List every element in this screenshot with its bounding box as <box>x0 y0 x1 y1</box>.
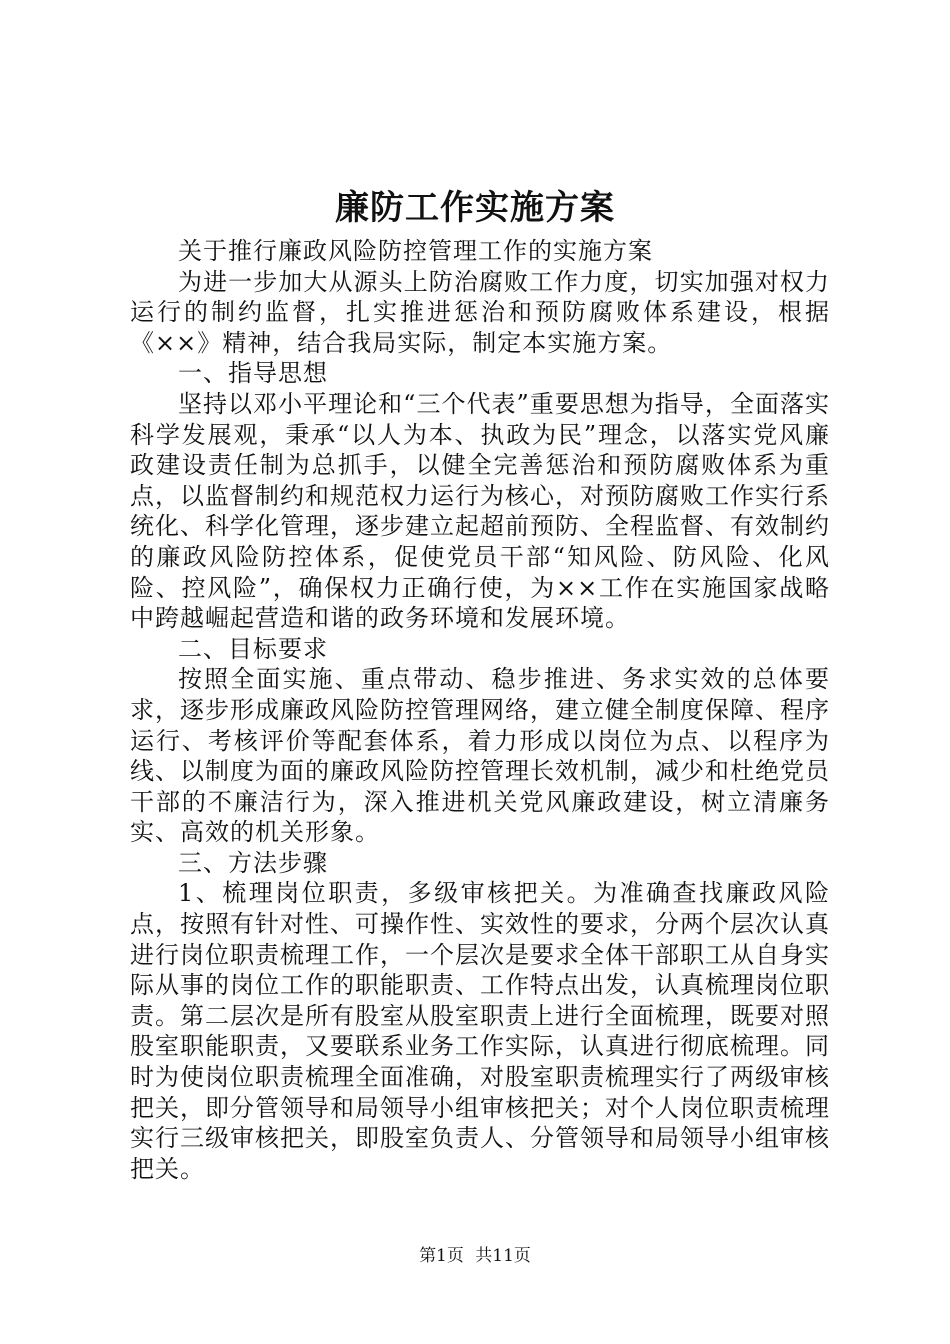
section-heading-guiding-ideology: 一、指导思想 <box>178 359 328 388</box>
section-heading-methods: 三、方法步骤 <box>178 848 328 877</box>
document-body <box>130 236 830 1184</box>
section-heading-goals: 二、目标要求 <box>178 634 328 663</box>
paragraph-goals: 按照全面实施、重点带动、稳步推进、务求实效的总体要求，逐步形成廉政风险防控管理网络，建立健全制度保障、程序运行、考核评价等配套体系，着力形成以岗位为点、以程序为线、以制度为面的廉政风险防控管理长效机制，减少和杜绝党员干部的不廉洁行为，深入推进机关党风廉政建设，树立清廉务实、高效的机关形象。 <box>130 665 830 847</box>
paragraph-guiding-ideology: 坚持以邓小平理论和“三个代表”重要思想为指导，全面落实科学发展观，秉承“以人为本、执政为民”理念，以落实党风廉政建设责任制为总抓手，以健全完善惩治和预防腐败体系为重点，以监督制约和规范权力运行为核心，对预防腐败工作实行系统化、科学化管理，逐步建立起超前预防、全程监督、有效制约的廉政风险防控体系，促使党员干部“知风险、防风险、化风险、控风险”，确保权力正确行使，为××工作在实施国家战略中跨越崛起营造和谐的政务环境和发展环境。 <box>130 389 830 633</box>
document-subtitle: 关于推行廉政风险防控管理工作的实施方案 <box>178 237 653 265</box>
paragraph-methods-step-1: 1、梳理岗位职责，多级审核把关。为准确查找廉政风险点，按照有针对性、可操作性、实效性的要求，分两个层次认真进行岗位职责梳理工作，一个层次是要求全体干部职工从自身实际从事的岗位工作的职能职责、工作特点出发，认真梳理岗位职责。第二层次是所有股室从股室职责上进行全面梳理，既要对照股室职能职责，又要联系业务工作实际，认真进行彻底梳理。同时为使岗位职责梳理全面准确，对股室职责梳理实行了两级审核把关，即分管领导和局领导小组审核把关；对个人岗位职责梳理实行三级审核把关，即股室负责人、分管领导和局领导小组审核把关。 <box>130 879 830 1183</box>
page-total: 共11页 <box>475 1246 531 1266</box>
page-number: 第1页 <box>419 1246 464 1266</box>
document-title: 廉防工作实施方案 <box>335 188 615 228</box>
paragraph-intro: 为进一步加大从源头上防治腐败工作力度，切实加强对权力运行的制约监督，扎实推进惩治和预防腐败体系建设，根据《××》精神，结合我局实际，制定本实施方案。 <box>130 267 830 357</box>
page-footer <box>0 1244 950 1268</box>
